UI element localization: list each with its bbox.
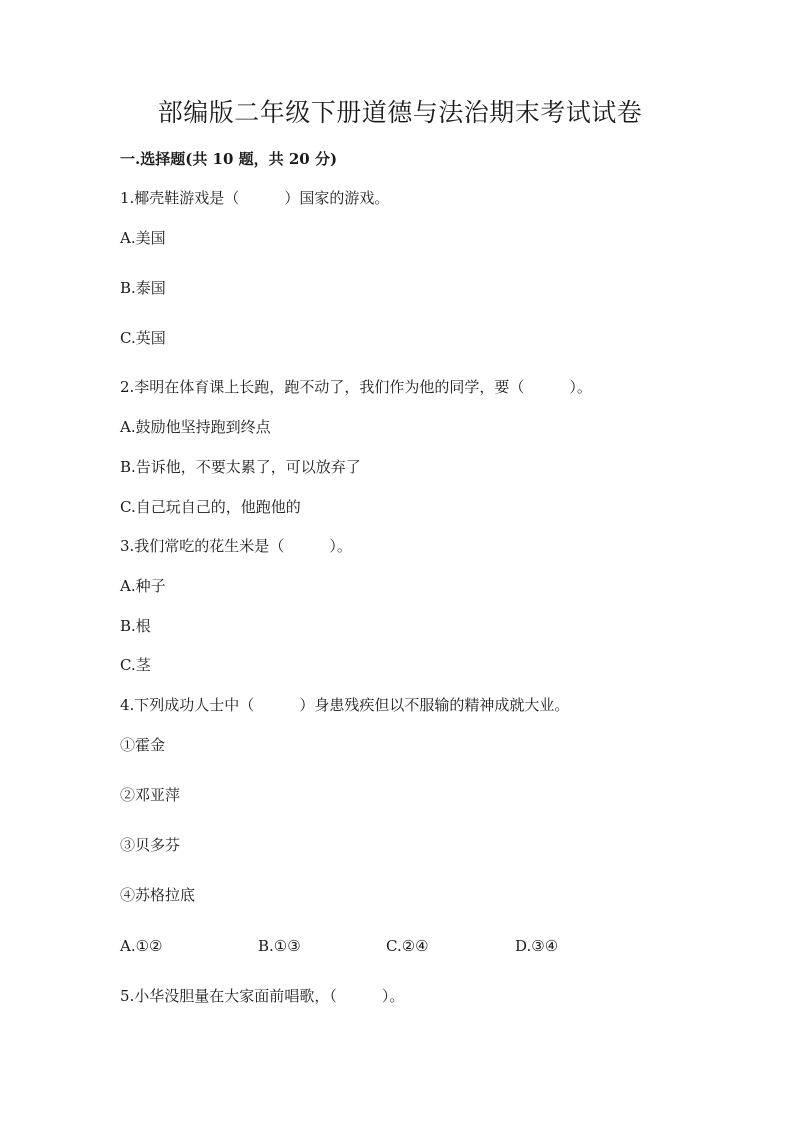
question-1-option-c: C.英国 bbox=[120, 329, 166, 347]
question-4-item-2: ②邓亚萍 bbox=[120, 786, 181, 804]
question-3-option-c: C.茎 bbox=[120, 656, 151, 674]
question-2-option-c: C.自己玩自己的，他跑他的 bbox=[120, 498, 301, 516]
question-3-option-b: B.根 bbox=[120, 617, 151, 635]
question-1-option-a: A.美国 bbox=[120, 229, 166, 247]
question-4-stem: 4.下列成功人士中（ ）身患残疾但以不服输的精神成就大业。 bbox=[120, 696, 570, 714]
question-4-item-3: ③贝多芬 bbox=[120, 836, 181, 854]
question-4-item-4: ④苏格拉底 bbox=[120, 886, 196, 904]
question-1-option-b: B.泰国 bbox=[120, 279, 166, 297]
question-1-stem: 1.椰壳鞋游戏是（ ）国家的游戏。 bbox=[120, 189, 390, 207]
question-4-option-d: D.③④ bbox=[515, 937, 559, 955]
question-4-option-b: B.①③ bbox=[258, 937, 301, 955]
question-2-option-b: B.告诉他，不要太累了，可以放弃了 bbox=[120, 458, 361, 476]
question-2-stem: 2.李明在体育课上长跑，跑不动了，我们作为他的同学，要（ ）。 bbox=[120, 378, 592, 396]
question-4-option-a: A.①② bbox=[120, 937, 163, 955]
question-2-option-a: A.鼓励他坚持跑到终点 bbox=[120, 418, 271, 436]
section-heading: 一.选择题(共 10 题，共 20 分) bbox=[120, 150, 338, 168]
page-title: 部编版二年级下册道德与法治期末考试试卷 bbox=[157, 98, 643, 127]
question-4-options bbox=[120, 935, 680, 957]
question-4-option-c: C.②④ bbox=[386, 937, 429, 955]
question-5-stem: 5.小华没胆量在大家面前唱歌，（ ）。 bbox=[120, 987, 405, 1005]
question-3-stem: 3.我们常吃的花生米是（ ）。 bbox=[120, 537, 352, 555]
question-3-option-a: A.种子 bbox=[120, 577, 166, 595]
question-4-item-1: ①霍金 bbox=[120, 736, 166, 754]
